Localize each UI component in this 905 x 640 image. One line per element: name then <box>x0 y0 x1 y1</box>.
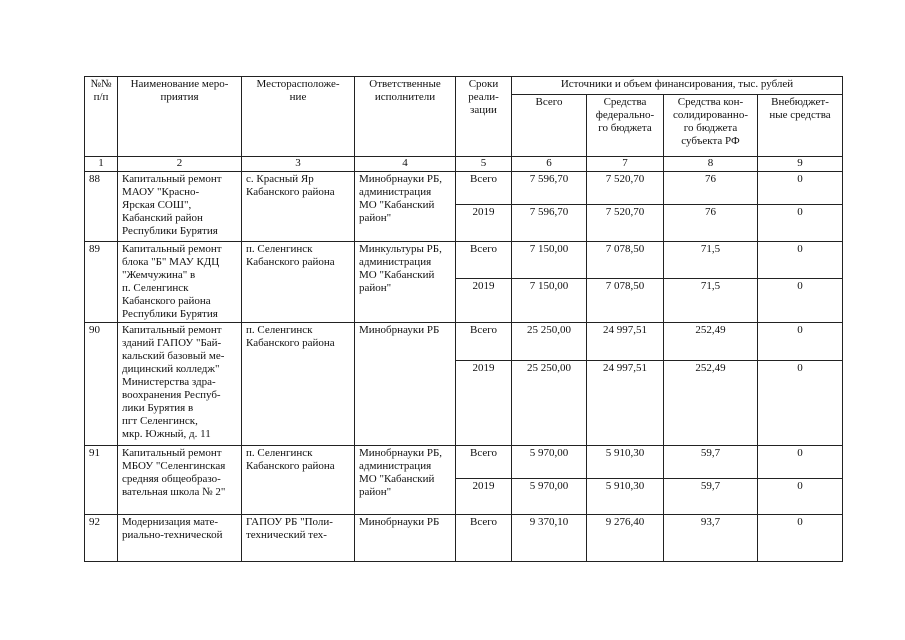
extra-cell: 0 <box>758 515 843 562</box>
extra-cell: 0 <box>758 446 843 479</box>
col-number: 1 <box>85 157 118 172</box>
header-terms: Сроки реали- зации <box>456 77 512 157</box>
federal-cell: 9 276,40 <box>587 515 664 562</box>
row-number: 90 <box>85 323 118 446</box>
event-location: п. Селенгинск Кабанского района <box>242 242 355 323</box>
total-cell: 7 150,00 <box>512 278 587 322</box>
total-cell: 5 970,00 <box>512 446 587 479</box>
total-cell: 5 970,00 <box>512 479 587 515</box>
total-cell: 7 596,70 <box>512 205 587 242</box>
term-cell: Всего <box>456 515 512 562</box>
event-location: п. Селенгинск Кабанского района <box>242 323 355 446</box>
header-federal: Средства федерально- го бюджета <box>587 95 664 157</box>
financing-table <box>84 76 843 562</box>
consolidated-cell: 71,5 <box>664 242 758 279</box>
consolidated-cell: 59,7 <box>664 446 758 479</box>
event-executors: Минобрнауки РБ <box>355 323 456 446</box>
federal-cell: 5 910,30 <box>587 479 664 515</box>
table-row <box>85 323 843 361</box>
term-cell: 2019 <box>456 361 512 446</box>
column-number-row <box>85 157 843 172</box>
extra-cell: 0 <box>758 242 843 279</box>
extra-cell: 0 <box>758 278 843 322</box>
federal-cell: 7 520,70 <box>587 172 664 205</box>
federal-cell: 24 997,51 <box>587 323 664 361</box>
header-no: №№ п/п <box>85 77 118 157</box>
row-number: 91 <box>85 446 118 515</box>
event-name: Капитальный ремонт МБОУ "Селенгинская средняя общеобразо- вательная школа № 2" <box>118 446 242 515</box>
event-location: с. Красный Яр Кабанского района <box>242 172 355 242</box>
total-cell: 9 370,10 <box>512 515 587 562</box>
federal-cell: 24 997,51 <box>587 361 664 446</box>
federal-cell: 7 078,50 <box>587 278 664 322</box>
consolidated-cell: 71,5 <box>664 278 758 322</box>
event-executors: Минобрнауки РБ, администрация МО "Кабанский район" <box>355 172 456 242</box>
row-number: 88 <box>85 172 118 242</box>
extra-cell: 0 <box>758 361 843 446</box>
header-executors: Ответственные исполнители <box>355 77 456 157</box>
extra-cell: 0 <box>758 479 843 515</box>
term-cell: 2019 <box>456 278 512 322</box>
extra-cell: 0 <box>758 172 843 205</box>
row-number: 89 <box>85 242 118 323</box>
event-name: Капитальный ремонт зданий ГАПОУ "Бай- кальский базовый ме- дицинский колледж" Министерства здра- воохранения Респуб- лики Бурятия в пгт Селенгинск, мкр. Южный, д. 11 <box>118 323 242 446</box>
col-number: 7 <box>587 157 664 172</box>
extra-cell: 0 <box>758 323 843 361</box>
event-name: Капитальный ремонт МАОУ "Красно- Ярская СОШ", Кабанский район Республики Бурятия <box>118 172 242 242</box>
federal-cell: 7 078,50 <box>587 242 664 279</box>
event-executors: Минобрнауки РБ <box>355 515 456 562</box>
table-row <box>85 515 843 562</box>
total-cell: 25 250,00 <box>512 323 587 361</box>
term-cell: 2019 <box>456 479 512 515</box>
col-number: 2 <box>118 157 242 172</box>
term-cell: Всего <box>456 446 512 479</box>
term-cell: Всего <box>456 242 512 279</box>
federal-cell: 5 910,30 <box>587 446 664 479</box>
header-row <box>85 77 843 95</box>
consolidated-cell: 76 <box>664 172 758 205</box>
term-cell: Всего <box>456 323 512 361</box>
total-cell: 25 250,00 <box>512 361 587 446</box>
header-consolidated: Средства кон- солидированно- го бюджета субъекта РФ <box>664 95 758 157</box>
event-executors: Минобрнауки РБ, администрация МО "Кабанский район" <box>355 446 456 515</box>
term-cell: 2019 <box>456 205 512 242</box>
table-row <box>85 446 843 479</box>
header-sources: Источники и объем финансирования, тыс. рублей <box>512 77 843 95</box>
col-number: 4 <box>355 157 456 172</box>
consolidated-cell: 93,7 <box>664 515 758 562</box>
header-location: Месторасположе- ние <box>242 77 355 157</box>
col-number: 9 <box>758 157 843 172</box>
table-row <box>85 172 843 205</box>
table-row <box>85 242 843 279</box>
row-number: 92 <box>85 515 118 562</box>
event-location: ГАПОУ РБ "Поли- технический тех- <box>242 515 355 562</box>
total-cell: 7 596,70 <box>512 172 587 205</box>
header-name: Наименование меро- приятия <box>118 77 242 157</box>
term-cell: Всего <box>456 172 512 205</box>
event-location: п. Селенгинск Кабанского района <box>242 446 355 515</box>
header-total: Всего <box>512 95 587 157</box>
consolidated-cell: 76 <box>664 205 758 242</box>
col-number: 5 <box>456 157 512 172</box>
federal-cell: 7 520,70 <box>587 205 664 242</box>
header-extra: Внебюджет- ные средства <box>758 95 843 157</box>
col-number: 6 <box>512 157 587 172</box>
consolidated-cell: 252,49 <box>664 361 758 446</box>
col-number: 3 <box>242 157 355 172</box>
event-executors: Минкультуры РБ, администрация МО "Кабанский район" <box>355 242 456 323</box>
total-cell: 7 150,00 <box>512 242 587 279</box>
event-name: Модернизация мате- риально-технической <box>118 515 242 562</box>
consolidated-cell: 252,49 <box>664 323 758 361</box>
col-number: 8 <box>664 157 758 172</box>
event-name: Капитальный ремонт блока "Б" МАУ КДЦ "Жемчужина" в п. Селенгинск Кабанского района Республики Бурятия <box>118 242 242 323</box>
consolidated-cell: 59,7 <box>664 479 758 515</box>
extra-cell: 0 <box>758 205 843 242</box>
